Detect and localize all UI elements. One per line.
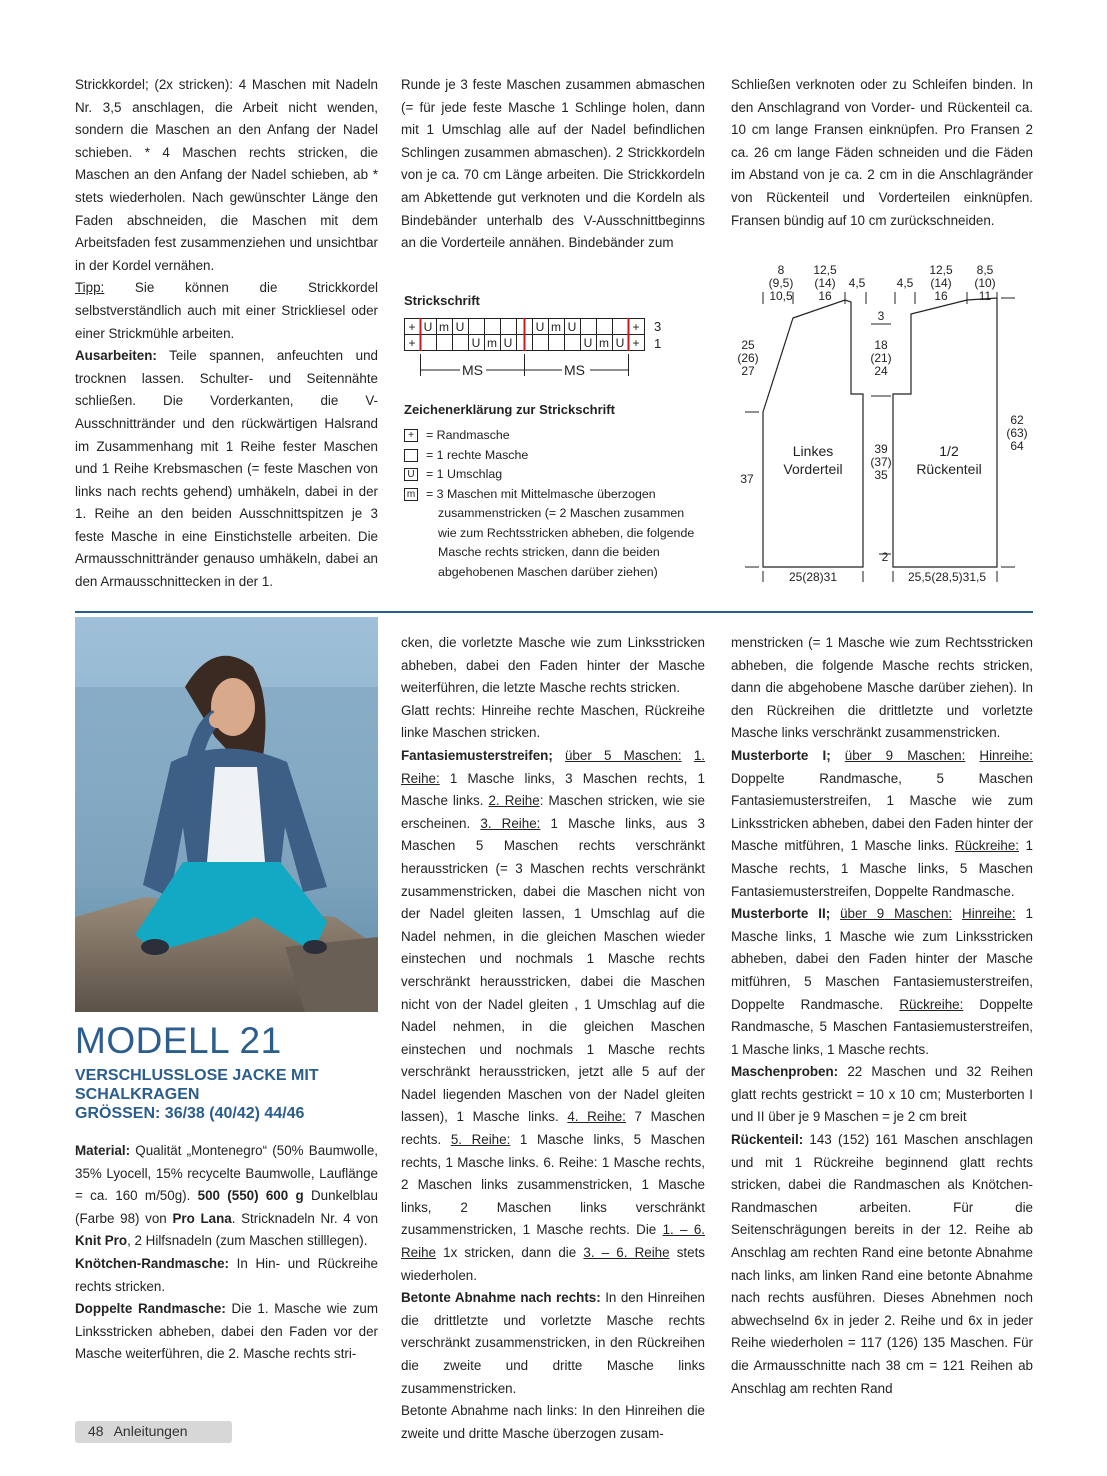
material-paragraph <box>75 1140 378 1253</box>
fransen-text: Schließen verknoten oder zu Schleifen binden. In den Anschlagrand von Vorder- und Rückenteil ca. 10 cm lange Fransen einknüpfen. Pro Fransen 2 ca. 26 cm lange Fäden schneiden und die Fäden im Abstand von je ca. 2 cm in die Anschlagränder von Rückenteil und Vorderteilen einknüpfen. Fransen bündig auf 10 cm zurückschneiden. <box>731 77 1033 228</box>
dim-bottom1: 25(28)31 <box>788 570 838 584</box>
legend-text: = 1 Umschlag <box>426 467 503 481</box>
bottom-left-column <box>75 1140 378 1366</box>
musterborte-2-label: Musterborte II; <box>731 906 831 922</box>
randmasche-symbol-icon: + <box>408 336 416 350</box>
model-photo <box>75 617 378 1012</box>
legend-title: Zeichenerklärung zur Strickschrift <box>404 402 615 417</box>
dim-top1: 8 <box>777 263 785 277</box>
dim-right1b: (63) <box>1006 426 1028 440</box>
dim-left1c: 27 <box>741 364 755 378</box>
dim-right1: 62 <box>1010 413 1024 427</box>
betonte-rechts-label: Betonte Abnahme nach rechts: <box>401 1290 601 1306</box>
rechte-masche-symbol-icon <box>404 449 418 462</box>
page-number: 48 <box>88 1423 104 1439</box>
reihe-1-label: 1. Reihe: <box>401 747 705 786</box>
dim-mid1b: (21) <box>870 351 892 365</box>
strickschrift-chart <box>404 318 674 380</box>
dim-top4: 4,5 <box>896 276 914 290</box>
dim-two: 2 <box>881 550 889 564</box>
back-label-2: Rückenteil <box>916 461 982 477</box>
hinreihe-label: Hinreihe: <box>979 747 1033 763</box>
ausarbeiten-paragraph <box>75 345 378 594</box>
betonte-links-text: Betonte Abnahme nach links: In den Hinreihen die zweite und dritte Masche überzogen zusam- <box>401 1403 705 1441</box>
legend-text: = Randmasche <box>426 428 510 442</box>
model-title: MODELL 21 <box>75 1020 282 1061</box>
ms-label-1: MS <box>462 362 483 378</box>
randmasche-symbol-icon: + <box>632 320 640 334</box>
betonte-rechts-paragraph <box>401 1287 705 1400</box>
umschlag-symbol-icon: U <box>423 320 433 334</box>
material-text-1: Qualität „Montenegro“ (50% Baumwolle, 35% Lyocell, 15% recycelte Baumwolle, Lauflänge = ca. 160 m/50g). <box>75 1143 378 1204</box>
section-name: Anleitungen <box>113 1423 188 1439</box>
hinreihe-label: Hinreihe: <box>962 906 1016 922</box>
dim-top2c: 16 <box>818 289 832 303</box>
umschlag-symbol-icon: U <box>503 336 513 350</box>
reihe-range-text: 1x stricken, dann die <box>436 1245 584 1261</box>
musterborte-1-span: über 9 Maschen: <box>844 747 966 763</box>
model-description: VERSCHLUSSLOSE JACKE MIT SCHALKRAGEN <box>75 1067 319 1103</box>
row-number-1: 1 <box>654 336 662 351</box>
row-number-3: 3 <box>654 319 662 334</box>
reihe-range-2: 3. – 6. Reihe <box>583 1245 670 1261</box>
dim-top2b: (14) <box>814 276 836 290</box>
doppelte-text: Die 1. Masche wie zum Linksstricken abheben, dabei den Faden vor der Masche weiterführen, die 2. Masche rechts stri- <box>75 1301 378 1362</box>
strickschrift-title: Strickschrift <box>404 293 480 308</box>
front-outline <box>763 300 863 567</box>
umschlag-symbol-icon: U <box>615 336 625 350</box>
legend-text: = 3 Maschen mit Mittelmasche überzogen <box>426 486 656 501</box>
bottom-middle-column <box>401 632 705 1445</box>
top-left-column <box>75 74 378 594</box>
randmasche-symbol-icon: + <box>408 320 416 334</box>
rueckenteil-text: 143 (152) 161 Maschen anschlagen und mit 1 Rückreihe beginnend glatt rechts stricken, dabei die Randmaschen als Knötchen-Randmaschen arbeiten. Für die Seitenschrägungen bereits in der 12. Reihe ab Anschlag am rechten Rand eine betonte Abnahme nach links, am linken Rand eine betonte Abnahme nach rechts ausführen. Dieses Abnehmen noch abwechselnd 6x in jeder 2. Reihe und 6x in jeder Reihe wiederholen = 117 (126) 135 Maschen. Für die Armausschnitte nach 38 cm = 121 Reihen ab Anschlag am rechten Rand <box>731 1132 1033 1396</box>
ausarbeiten-label: Ausarbeiten: <box>75 348 157 364</box>
umschlag-symbol-icon: U <box>404 468 418 481</box>
dim-left1b: (26) <box>737 351 759 365</box>
mittelmasche-symbol-icon: m <box>551 320 561 334</box>
continued-right-text: menstricken (= 1 Masche wie zum Rechtsstricken abheben, die folgende Masche rechts stricken, dann die abgehobene Masche darüber ziehen). In den Rückreihen die drittletzte und vorletzte Masche links verschränkt zusammenstricken. <box>731 635 1033 741</box>
reihe-1-text: 1 Masche links, 3 Maschen rechts, 1 Masche links. <box>401 770 705 809</box>
section-divider <box>75 611 1033 613</box>
dim-top1c: 10,5 <box>769 289 793 303</box>
rueckreihe-label: Rückreihe: <box>954 838 1019 854</box>
legend-row-umschlag <box>404 465 704 485</box>
chart-legend <box>404 426 704 582</box>
doppelte-paragraph <box>75 1298 378 1366</box>
needle-brand: Knit Pro <box>75 1233 128 1249</box>
knoetchen-paragraph <box>75 1253 378 1298</box>
ms-label-2: MS <box>564 362 585 378</box>
maschenproben-paragraph <box>731 1061 1033 1129</box>
musterborte-2-text: 1 Masche links, 1 Masche wie zum Linksstricken abheben, dabei den Faden hinter der Masche mitführen, 5 Maschen Fantasiemusterstreifen, Doppelte Randmasche. <box>731 906 1033 1012</box>
front-label-1: Linkes <box>792 443 834 459</box>
legend-row-rechte-masche <box>404 446 704 466</box>
top-middle-column <box>401 74 705 255</box>
fantasiemuster-label: Fantasiemusterstreifen; <box>401 747 553 763</box>
tip-label: Tipp: <box>75 280 105 296</box>
musterborte-1-text-2: 1 Masche rechts, 1 Masche links, 5 Maschen Fantasiemusterstreifen, Doppelte Randmasche. <box>731 838 1033 899</box>
dim-bottom2: 25,5(28,5)31,5 <box>907 570 987 584</box>
dim-three: 3 <box>877 309 885 323</box>
mittelmasche-symbol-icon: m <box>439 320 449 334</box>
rueckenteil-paragraph <box>731 1129 1033 1400</box>
reihe-range-1: 1. – 6. Reihe <box>401 1222 705 1261</box>
fantasiemuster-span: über 5 Maschen: <box>564 747 682 763</box>
continued-text: cken, die vorletzte Masche wie zum Linksstricken abheben, dabei den Faden hinter der Masche weiterführen, die letzte Masche rechts stricken. <box>401 635 705 696</box>
garment-schematic <box>735 262 1035 592</box>
runde-text: Runde je 3 feste Maschen zusammen abmaschen (= für jede feste Masche 1 Schlinge holen, dann mit 1 Umschlag alle auf der Nadel befindlichen Schlingen zusammen abmaschen). 2 Strickkordeln von je ca. 70 cm Länge arbeiten. Die Strickkordeln am Abkettende gut verknoten und die Kordeln als Bindebänder unterhalb des V-Ausschnittbeginns an die Vorderteile annähen. Bindebänder zum <box>401 77 705 251</box>
footer <box>88 1423 198 1439</box>
legend-text-continued: zusammenstricken (= 2 Maschen zusammen wie zum Rechtsstricken abheben, die folgende Masche rechts stricken, dann die beiden abgehobenen Maschen darüber ziehen) <box>438 506 695 579</box>
betonte-rechts-text: In den Hinreihen die drittletzte und vorletzte Masche rechts verschränkt zusammenstricken, in den Rückreihen die zweite und dritte Masche links zusammenstricken. <box>401 1290 705 1396</box>
reihe-2-text: : Maschen stricken, wie sie erscheinen. <box>401 793 705 831</box>
rueckenteil-label: Rückenteil: <box>731 1132 804 1148</box>
dim-left1: 25 <box>741 338 755 352</box>
legend-row-randmasche <box>404 426 704 446</box>
back-outline <box>893 298 997 567</box>
reihe-range-text-2: stets wiederholen. <box>401 1245 705 1283</box>
glatt-rechts-text: Glatt rechts: Hinreihe rechte Maschen, Rückreihe linke Maschen stricken. <box>401 702 705 741</box>
knoetchen-label: Knötchen-Randmasche: <box>75 1255 230 1271</box>
umschlag-symbol-icon: U <box>535 320 545 334</box>
dim-top6b: (10) <box>974 276 996 290</box>
fantasiemuster-paragraph <box>401 745 705 1287</box>
reihe-5-text: 1 Masche links, 5 Maschen rechts, 1 Masche links. 6. Reihe: 1 Masche rechts, 2 Maschen links zusammenstricken, 1 Masche links, 2 Maschen links verschränkt zusammenstricken, 1 Masche rechts. Die <box>401 1132 706 1238</box>
mittelmasche-symbol-icon: m <box>487 336 497 350</box>
dim-mid2: 39 <box>874 442 888 456</box>
dim-mid1: 18 <box>874 338 888 352</box>
dim-top5b: (14) <box>930 276 952 290</box>
umschlag-symbol-icon: U <box>471 336 481 350</box>
reihe-5-label: 5. Reihe: <box>450 1132 511 1148</box>
reihe-4-label: 4. Reihe: <box>567 1109 626 1125</box>
musterborte-1-text: Doppelte Randmasche, 5 Maschen Fantasiemusterstreifen, 1 Masche wie zum Linksstricken abheben, dabei den Faden hinter der Masche mitführen, 1 Masche links. <box>731 770 1033 854</box>
bottom-right-column <box>731 632 1033 1400</box>
ausarbeiten-text: Teile spannen, anfeuchten und trocknen lassen. Schulter- und Seitennähte schließen. Die Vorderkanten, die V-Ausschnittränder und den rückwärtigen Halsrand im Zusammenhang mit 1 Reihe fester Maschen und 1 Reihe Krebsmaschen (= feste Maschen von links nach rechts gehend) umhäkeln, dabei in der 1. Reihe an den beiden Ausschnittspitzen je 3 feste Masche in eine Einstichstelle arbeiten. Die Armausschnittränder genauso umhäkeln, dabei an den Armausschnittecken in der 1. <box>75 348 378 590</box>
material-label: Material: <box>75 1143 131 1158</box>
musterborte-2-paragraph <box>731 903 1033 1061</box>
reihe-3-label: 3. Reihe: <box>480 815 541 831</box>
dim-top1b: (9,5) <box>768 276 794 290</box>
reihe-3-text: 1 Masche links, aus 3 Maschen 5 Maschen rechts verschränkt herausstricken (= 3 Maschen rechts verschränkt zusammenstricken, dabei die Maschen nicht von der Nadel gleiten lassen, 1 Umschlag auf die Nadel nehmen, in die gleichen Maschen wieder einstechen und nochmals 1 Masche rechts verschränkt herausstricken, dabei die Maschen nicht von der Nadel gleiten , 1 Umschlag auf die Nadel nehmen, in die gleichen Maschen einstechen und nochmals 1 Masche rechts verschränkt herausstricken, jetzt alle 5 auf der Nadel liegenden Maschen von der Nadel gleiten lassen), 1 Masche links. <box>401 815 705 1125</box>
knoetchen-text: In Hin- und Rückreihe rechts stricken. <box>75 1255 378 1294</box>
mittelmasche-symbol-icon: m <box>404 488 418 501</box>
rueckreihe-label: Rückreihe: <box>899 996 964 1012</box>
model-subtitle <box>75 1066 378 1123</box>
dim-right1c: 64 <box>1010 439 1024 453</box>
musterborte-2-text-2: Doppelte Randmasche, 5 Maschen Fantasiemusterstreifen, 1 Masche links, 1 Masche rechts. <box>731 996 1033 1057</box>
dim-left2: 37 <box>740 472 754 486</box>
top-right-column <box>731 74 1033 232</box>
reihe-2-label: 2. Reihe <box>488 793 540 809</box>
dim-top5: 12,5 <box>929 263 953 277</box>
dim-top3: 4,5 <box>848 276 866 290</box>
material-text-2: Dunkelblau (Farbe 98) von <box>75 1188 378 1226</box>
randmasche-symbol-icon: + <box>404 429 418 442</box>
material-text-3: . Stricknadeln Nr. 4 von <box>231 1210 379 1226</box>
tip-paragraph <box>75 277 378 345</box>
material-brand: Pro Lana <box>172 1210 232 1226</box>
mittelmasche-symbol-icon: m <box>599 336 609 350</box>
dim-top5c: 16 <box>934 289 948 303</box>
maschenproben-text: 22 Maschen und 32 Reihen glatt rechts gestrickt = 10 x 10 cm; Musterborten I und II über je 9 Maschen = je 2 cm breit <box>731 1064 1033 1125</box>
musterborte-2-span: über 9 Maschen: <box>840 906 953 922</box>
umschlag-symbol-icon: U <box>583 336 593 350</box>
dim-mid2c: 35 <box>874 468 888 482</box>
material-text-4: , 2 Hilfsnadeln (zum Maschen stilllegen). <box>127 1233 368 1249</box>
back-label-1: 1/2 <box>939 443 959 459</box>
maschenproben-label: Maschenproben: <box>731 1064 839 1080</box>
dim-mid2b: (37) <box>870 455 892 469</box>
musterborte-1-label: Musterborte I; <box>731 747 831 763</box>
dim-top6c: 11 <box>978 289 992 303</box>
musterborte-1-paragraph <box>731 745 1033 903</box>
legend-text: = 1 rechte Masche <box>426 447 529 462</box>
model-sizes: GRÖSSEN: 36/38 (40/42) 44/46 <box>75 1105 305 1122</box>
reihe-4-text: 7 Maschen rechts. <box>401 1109 705 1148</box>
front-label-2: Vorderteil <box>783 461 843 477</box>
dim-top6: 8,5 <box>976 263 994 277</box>
legend-row-mittelmasche <box>404 485 704 583</box>
material-amount: 500 (550) 600 g <box>197 1188 304 1204</box>
umschlag-symbol-icon: U <box>567 320 577 334</box>
doppelte-label: Doppelte Randmasche: <box>75 1301 226 1317</box>
randmasche-symbol-icon: + <box>632 336 640 350</box>
tip-text: Sie können die Strickkordel selbstverständlich auch mit einer Strickliesel oder einer Strickmühle arbeiten. <box>75 280 378 341</box>
dim-mid1c: 24 <box>874 364 888 378</box>
strickkordel-text: Strickkordel; (2x stricken): 4 Maschen mit Nadeln Nr. 3,5 anschlagen, die Arbeit nicht wenden, sondern die Maschen an den Anfang der Nadel schieben. * 4 Maschen rechts stricken, die Maschen an den Anfang der Nadel schieben, ab * stets wiederholen. Nach gewünschter Länge den Faden abschneiden, die Maschen mit dem Arbeitsfaden fest zusammenziehen und unsichtbar in der Kordel vernähen. <box>75 77 378 273</box>
dim-top2: 12,5 <box>813 263 837 277</box>
umschlag-symbol-icon: U <box>455 320 465 334</box>
